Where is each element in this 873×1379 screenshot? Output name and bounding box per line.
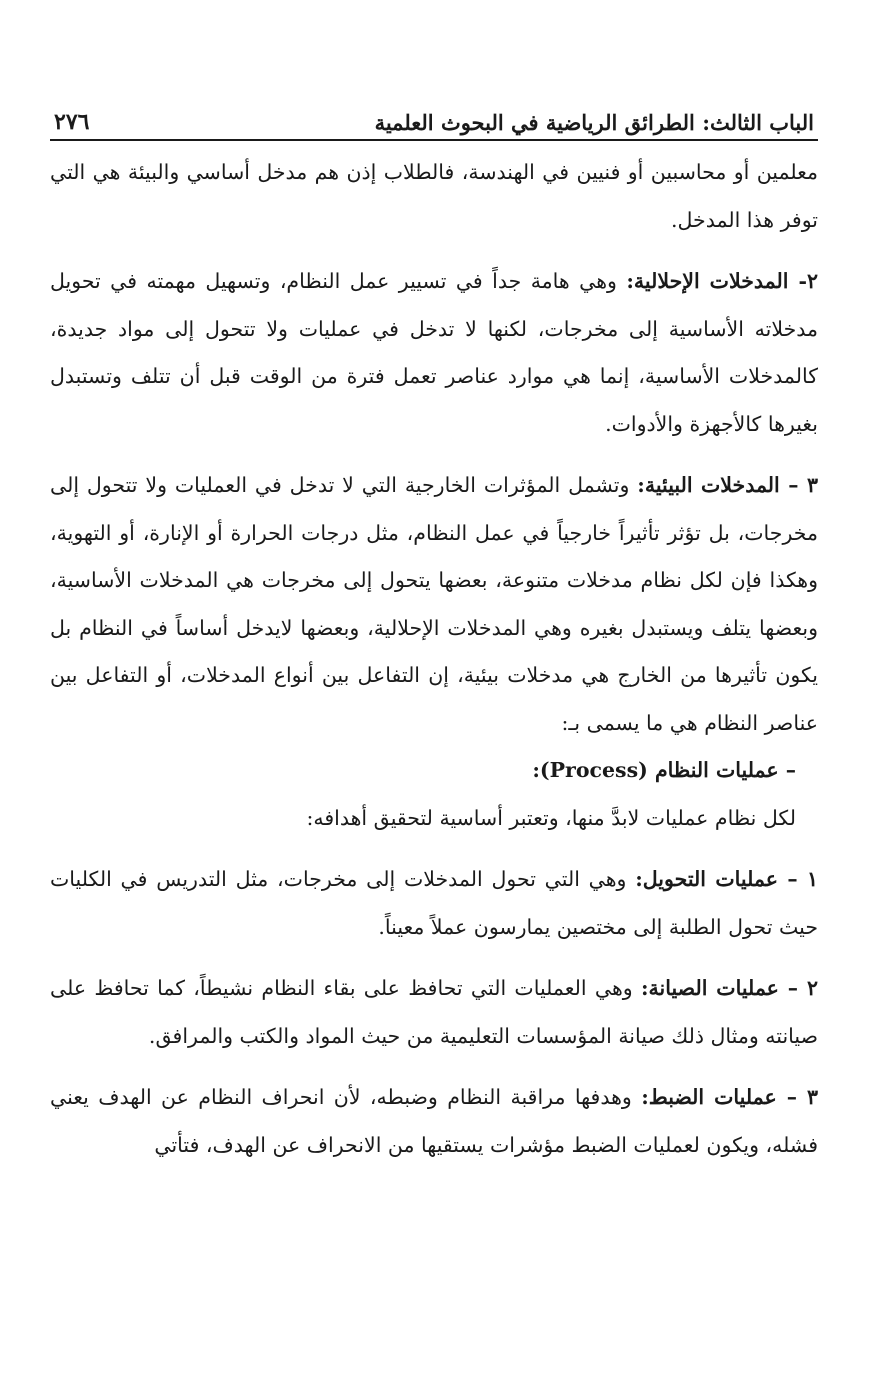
paragraph-text: وتشمل المؤثرات الخارجية التي لا تدخل في العمليات ولا تتحول إلى مخرجات، بل تؤثر تأثيراً خارجياً في عمل النظام، مثل درجات الحرارة أو الإنارة، أو التهوية، وهكذا فإن لكل نظام مدخلات متنوعة، بعضها يتحول إلى مخرجات هي المدخلات الأساسية، وبعضها يتلف ويستبدل بغيره وهي المدخلات الإحلالية، وبعضها لايدخل أساساً في النظام بل يكون تأثيرها من الخارج هي مدخلات بيئية، إن التفاعل بين أنواع المدخلات، أو التفاعل بين عناصر النظام هي ما يسمى بـ:: [50, 473, 818, 735]
paragraph-conversion-processes: [50, 856, 818, 951]
paragraph-text: وهي التي تحول المدخلات إلى مخرجات، مثل التدريس في الكليات حيث تحول الطلبة إلى مختصين يمارسون عملاً معيناً.: [50, 867, 818, 939]
paragraph-text: وهي هامة جداً في تسيير عمل النظام، وتسهيل مهمته في تحويل مدخلاته الأساسية إلى مخرجات، لكنها لا تدخل في عمليات ولا تتحول إلى مواد جديدة، كالمدخلات الأساسية، إنما هي موارد عناصر تعمل فترة من الوقت قبل أن تتلف وتستبدل بغيرها كالأجهزة والأدوات.: [50, 269, 818, 436]
item-heading: ٢ – عمليات الصيانة:: [640, 976, 818, 1000]
subheading-prefix: – عمليات النظام (: [638, 758, 796, 782]
running-header: [50, 95, 818, 141]
item-heading: ٣ – عمليات الضبط:: [641, 1085, 818, 1109]
paragraph-processes-intro: [50, 795, 818, 843]
paragraph-control-processes: [50, 1074, 818, 1169]
paragraph-substitute-inputs: [50, 258, 818, 448]
item-heading: ٢- المدخلات الإحلالية:: [626, 269, 818, 293]
item-heading: ١ – عمليات التحويل:: [635, 867, 818, 891]
subheading-latin-term: Process: [549, 758, 639, 782]
paragraph-text: وهدفها مراقبة النظام وضبطه، لأن انحراف النظام عن الهدف يعني فشله، ويكون لعمليات الضبط مؤشرات يستقيها من الانحراف عن الهدف، فتأتي: [50, 1085, 818, 1157]
page-number: ٢٧٦: [54, 109, 90, 135]
paragraph-text: وهي العمليات التي تحافظ على بقاء النظام نشيطاً، كما تحافظ على صيانته ومثال ذلك صيانة المؤسسات التعليمية من حيث المواد والكتب والمرافق.: [50, 976, 818, 1048]
paragraph-text: لكل نظام عمليات لابدَّ منها، وتعتبر أساسية لتحقيق أهدافه:: [306, 805, 796, 830]
paragraph-text: معلمين أو محاسبين أو فنيين في الهندسة، فالطلاب إذن هم مدخل أساسي والبيئة هي التي توفر هذا المدخل.: [50, 160, 818, 232]
paragraph-continuation: [50, 149, 818, 244]
item-heading: ٣ – المدخلات البيئية:: [637, 473, 818, 497]
section-subheading: [50, 747, 818, 795]
paragraph-maintenance-processes: [50, 965, 818, 1060]
page-body: [50, 149, 818, 1169]
paragraph-environmental-inputs: [50, 462, 818, 747]
subheading-suffix: ):: [532, 758, 550, 782]
book-page: [50, 95, 818, 1169]
chapter-title: الباب الثالث: الطرائق الرياضية في البحوث العلمية: [374, 110, 814, 135]
